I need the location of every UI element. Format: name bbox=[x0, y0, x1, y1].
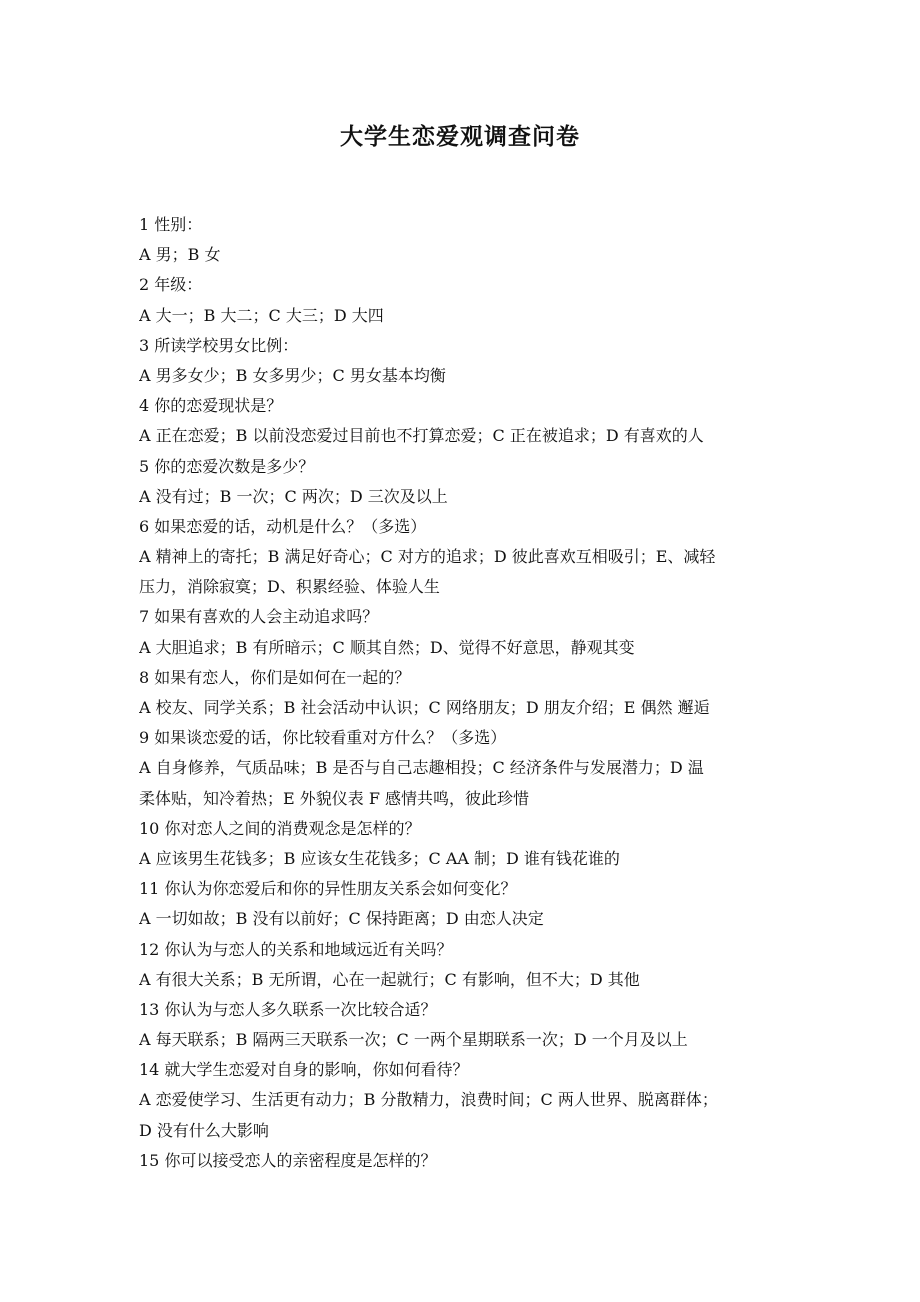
options-14-continued: D 没有什么大影响 bbox=[139, 1120, 269, 1140]
options-9-continued: 柔体贴，知冷着热；E 外貌仪表 F 感情共鸣，彼此珍惜 bbox=[139, 788, 530, 808]
question-15: 15 你可以接受恋人的亲密程度是怎样的？ bbox=[139, 1150, 437, 1170]
question-6: 6 如果恋爱的话，动机是什么？（多选） bbox=[139, 516, 427, 536]
question-1: 1 性别： bbox=[139, 215, 203, 234]
options-3: A 男多女少；B 女多男少；C 男女基本均衡 bbox=[139, 365, 446, 385]
question-14: 14 就大学生恋爱对自身的影响，你如何看待？ bbox=[139, 1060, 469, 1080]
question-3: 3 所读学校男女比例： bbox=[139, 335, 299, 355]
options-13: A 每天联系；B 隔两三天联系一次；C 一两个星期联系一次；D 一个月及以上 bbox=[139, 1030, 688, 1050]
question-2: 2 年级： bbox=[139, 275, 203, 295]
question-7: 7 如果有喜欢的人会主动追求吗？ bbox=[139, 607, 379, 627]
options-2: A 大一；B 大二；C 大三；D 大四 bbox=[139, 305, 384, 325]
question-12: 12 你认为与恋人的关系和地域远近有关吗？ bbox=[139, 939, 453, 959]
options-7: A 大胆追求；B 有所暗示；C 顺其自然；D、觉得不好意思，静观其变 bbox=[139, 637, 635, 657]
questionnaire-body bbox=[139, 210, 787, 1176]
question-4: 4 你的恋爱现状是？ bbox=[139, 396, 283, 416]
question-5: 5 你的恋爱次数是多少？ bbox=[139, 456, 315, 476]
options-14: A 恋爱使学习、生活更有动力；B 分散精力，浪费时间；C 两人世界、脱离群体； bbox=[139, 1090, 718, 1110]
question-8: 8 如果有恋人，你们是如何在一起的？ bbox=[139, 667, 411, 687]
options-8: A 校友、同学关系；B 社会活动中认识；C 网络朋友；D 朋友介绍；E 偶然 邂逅 bbox=[139, 698, 710, 717]
options-10: A 应该男生花钱多；B 应该女生花钱多；C AA 制；D 谁有钱花谁的 bbox=[139, 848, 620, 868]
document-title: 大学生恋爱观调查问卷 bbox=[340, 124, 580, 150]
options-4: A 正在恋爱；B 以前没恋爱过目前也不打算恋爱；C 正在被追求；D 有喜欢的人 bbox=[139, 426, 704, 446]
options-1: A 男；B 女 bbox=[139, 245, 221, 265]
options-6-continued: 压力，消除寂寞；D、积累经验、体验人生 bbox=[139, 577, 440, 597]
options-6: A 精神上的寄托；B 满足好奇心；C 对方的追求；D 彼此喜欢互相吸引；E、减轻 bbox=[139, 547, 716, 567]
question-10: 10 你对恋人之间的消费观念是怎样的？ bbox=[139, 818, 421, 838]
options-9: A 自身修养，气质品味；B 是否与自己志趣相投；C 经济条件与发展潜力；D 温 bbox=[139, 758, 704, 778]
question-13: 13 你认为与恋人多久联系一次比较合适？ bbox=[139, 999, 437, 1019]
options-12: A 有很大关系；B 无所谓，心在一起就行；C 有影响，但不大；D 其他 bbox=[139, 969, 640, 989]
question-11: 11 你认为你恋爱后和你的异性朋友关系会如何变化？ bbox=[139, 879, 517, 899]
options-5: A 没有过；B 一次；C 两次；D 三次及以上 bbox=[139, 486, 448, 506]
question-9: 9 如果谈恋爱的话，你比较看重对方什么？（多选） bbox=[139, 728, 507, 748]
options-11: A 一切如故；B 没有以前好；C 保持距离；D 由恋人决定 bbox=[139, 909, 544, 929]
